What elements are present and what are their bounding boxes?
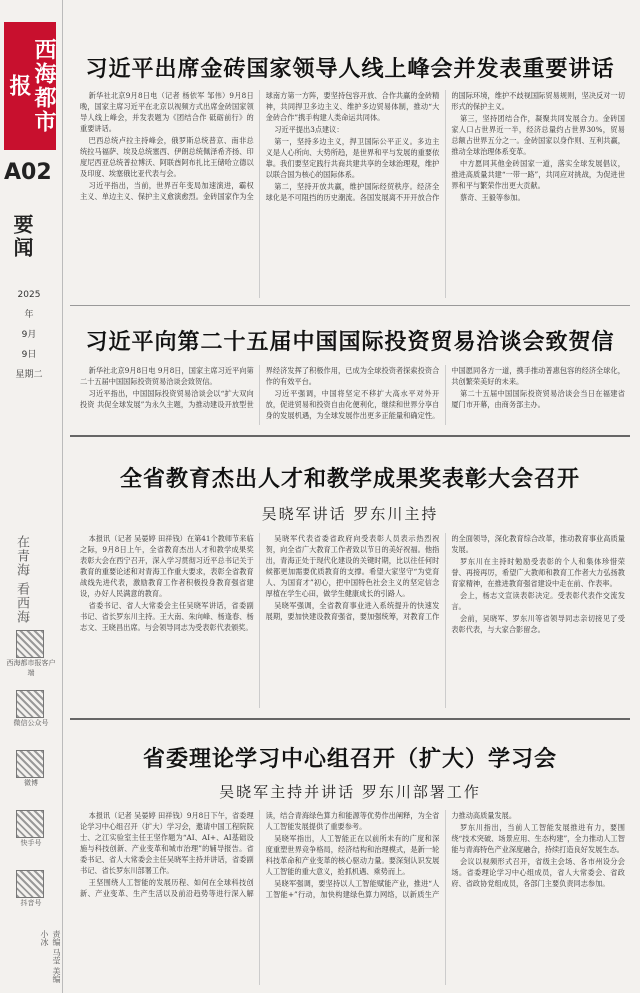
editors-credit	[38, 930, 62, 993]
page-main	[70, 0, 630, 993]
article-4-subheadline: 吴晓军主持并讲话 罗东川部署工作	[219, 783, 481, 801]
article-paragraph: 中方愿同其他金砖国家一道，落实全球发展倡议，推进高质量共建“一带一路”，共同应对挑战，为促进世界和平与繁荣作出更大贡献。	[451, 159, 625, 190]
qr-label-douyin: 抖音号	[20, 899, 42, 907]
article-paragraph: 习近平指出，当前，世界百年变局加速演进，霸权主义、单边主义、保护主义愈演愈烈。金砖国家作为全球南方第一方阵，要坚持包容开放、合作共赢的金砖精神，共同捍卫多边主义、维护多边贸易体制，推动“大金砖合作”携手构建人类命运共同体。	[80, 91, 440, 201]
qr-label-app: 西海都市报客户端	[6, 659, 56, 677]
issue-date	[14, 285, 44, 385]
section-name: 要闻	[10, 214, 34, 260]
article-paragraph: 蔡奇、王毅等参加。	[459, 193, 525, 202]
date-year: 2025年	[17, 290, 41, 320]
divider	[70, 718, 630, 720]
article-paragraph: 吴晓军代表省委省政府向受表彰人员表示热烈祝贺，向全省广大教育工作者致以节日的美好祝福。他指出，青海正处于现代化建设的关键时期，比以往任何时候都更加需要优质教育的支撑。希望大家坚守“为党育人、为国育才”初心，把中国特色社会主义的坚定信念厚植在学生心田，做学生健康成长的引路人。	[265, 534, 440, 598]
qr-code-icon	[16, 870, 44, 898]
article-4-headline: 省委理论学习中心组召开（扩大）学习会	[142, 746, 557, 772]
qr-code-icon	[16, 690, 44, 718]
date-day: 9日	[21, 350, 37, 360]
qr-code-icon	[16, 750, 44, 778]
article-1-headline: 习近平出席金砖国家领导人线上峰会并发表重要讲话	[85, 56, 615, 82]
article-paragraph: 吴晓军强调，要坚持以人工智能赋能产业，推进“人工智能+”行动，加快构建绿色算力网络，以新质生产力推动高质量发展。	[265, 811, 517, 899]
article-paragraph: 新华社北京9月8日电（记者 杨依军 邹伟）9月8日晚，国家主席习近平在北京以视频方式出席金砖国家领导人线上峰会，并发表题为《团结合作 砥砺前行》的重要讲话。	[80, 91, 254, 133]
article-paragraph: 罗东川在主持时勉励受表彰的个人和集体珍惜荣誉、再接再厉，希望广大教师和教育工作者大力弘扬教育家精神，在推进教育强省建设中走在前、作表率。	[451, 557, 625, 588]
article-paragraph: 王坚围绕人工智能的发展历程、如何在全球科技创新、产业变革、生产生活以及前沿趋势等进行深入解读，结合青海绿色算力和能源等优势作出阐释，为全省人工智能发展提供了重要参考。	[80, 811, 440, 898]
article-paragraph: 巴西总统卢拉主持峰会，俄罗斯总统普京、南非总统拉马福萨、埃及总统塞西、伊朗总统佩泽希齐扬、印度尼西亚总统普拉博沃、阿联酋阿布扎比王储哈立德以及印度、埃塞俄比亚代表与会。	[80, 136, 254, 178]
date-month: 9月	[21, 330, 37, 340]
article-1-body	[80, 90, 625, 298]
slogan	[10, 535, 32, 624]
article-paragraph: 会议以视频形式召开，省级主会场、各市州设分会场。省委理论学习中心组成员，省人大常委会、省政府、省政协党组成员，各部门主要负责同志参加。	[451, 857, 625, 888]
article-2-headline: 习近平向第二十五届中国国际投资贸易洽谈会致贺信	[85, 329, 615, 355]
qr-label-wechat: 微信公众号	[13, 719, 49, 727]
article-2-body	[80, 365, 625, 425]
designer-name: 美编 小冰	[40, 930, 61, 984]
article-paragraph: 第二，坚持开放共赢，维护国际经贸秩序。经济全球化是不可阻挡的历史潮流。各国发展离不开开放合作的国际环境，维护不歧视国际贸易规则，坚决反对一切形式的保护主义。	[265, 91, 625, 202]
article-paragraph: 习近平强调，中国将坚定不移扩大高水平对外开放，促进贸易和投资自由化便利化，继续和世界分享自身的发展机遇，为全球发展作出更多正能量和确定性。中国愿同各方一道，携手推动普惠包容的经济全球化，共创繁荣美好的未来。	[265, 366, 625, 420]
slogan-line-1: 在青海	[14, 535, 29, 577]
sidebar	[0, 0, 63, 993]
divider	[70, 305, 630, 306]
article-paragraph: 本报讯（记者 吴晏婷 田祥钱）在第41个教师节来临之际，9月8日上午，全省教育杰出人才和教学成果奖表彰大会在西宁召开，深入学习贯彻习近平总书记关于教育的重要论述和对青海工作重大要求，表彰全省教育战线先进代表，激励教育工作者积极投身教育强省建设，办好人民满意的教育。	[80, 534, 254, 598]
article-paragraph: 省委书记、省人大常委会主任吴晓军讲话，省委副书记、省长罗东川主持。王大南、朱向峰、杨逢春、杨志文、王晓昌出席。与会领导同志为受表彰代表颁奖。	[80, 601, 254, 632]
qr-code-icon	[16, 630, 44, 658]
article-3-subheadline: 吴晓军讲话 罗东川主持	[261, 505, 439, 523]
article-paragraph: 第一，坚持多边主义，捍卫国际公平正义。多边主义是人心所向、大势所趋，是世界和平与发展的重要依靠。我们要坚定践行共商共建共享的全球治理观，维护以联合国为核心的国际体系。	[265, 137, 440, 179]
article-paragraph: 第三，坚持团结合作，凝聚共同发展合力。金砖国家人口占世界近一半，经济总量约占世界30%，贸易总额占世界五分之一。金砖国家以身作则、互利共赢，推动全球治理体系变革。	[451, 114, 625, 156]
article-paragraph: 新华社北京9月8日电 9月8日，国家主席习近平向第二十五届中国国际投资贸易洽谈会致贺信。	[80, 366, 254, 386]
article-paragraph: 第二十五届中国国际投资贸易洽谈会当日在福建省厦门市开幕，由商务部主办。	[451, 389, 625, 409]
article-paragraph: 习近平提出3点建议：	[274, 125, 344, 134]
article-paragraph: 会前，吴晓军、罗东川等省领导同志亲切接见了受表彰代表，与大家合影留念。	[451, 614, 625, 634]
article-paragraph: 本报讯（记者 吴晏婷 田祥钱）9月8日下午，省委理论学习中心组召开（扩大）学习会，邀请中国工程院院士、之江实验室主任王坚作题为“AI、AI+、AI基础设施与科技创新、产业变革和城市治理”的辅导报告。省委书记、省人大常委会主任吴晓军主持并讲话，省委副书记、省长罗东川部署工作。	[80, 811, 254, 875]
article-3-body	[80, 533, 625, 708]
article-3-headline: 全省教育杰出人才和教学成果奖表彰大会召开	[119, 466, 580, 492]
qr-label-kuaishou: 快手号	[20, 839, 42, 847]
article-paragraph: 习近平指出，中国国际投资贸易洽谈会以“扩大双向投资 共促全球发展”为永久主题，为推动建设开放型世界经济发挥了积极作用，已成为全球投资者探索投资合作的有效平台。	[80, 366, 440, 409]
article-paragraph: 罗东川指出，当前人工智能发展推进有力，要围绕“技术突破、场景应用、生态构建”，全力推动人工智能与青海特色产业深度融合，持续打造良好发展生态。	[451, 823, 625, 854]
slogan-line-2: 看西海	[14, 582, 29, 625]
editor-name: 责编 马莹	[52, 930, 61, 965]
date-weekday: 星期二	[15, 370, 43, 380]
article-4-body	[80, 810, 625, 985]
page-code: A02	[4, 160, 52, 185]
masthead-logo: 西海都市报	[4, 22, 56, 150]
article-paragraph: 吴晓军强调，全省教育事业进入系统提升的快速发展期，要加快建设教育强省，要加强统筹，对教育工作的全面领导，深化教育综合改革，推动教育事业高质量发展。	[265, 534, 625, 621]
divider	[70, 435, 630, 437]
article-paragraph: 吴晓军指出，人工智能正在以前所未有的广度和深度重塑世界竞争格局，经济结构和治理模式，是新一轮科技革命和产业变革的核心驱动力量。要深刻认识发展人工智能的重大意义，抢抓机遇、乘势而上。	[265, 834, 440, 876]
qr-label-weibo: 微博	[24, 779, 38, 787]
article-paragraph: 会上，杨志文宣读表彰决定。受表彰代表作交流发言。	[451, 591, 625, 611]
qr-code-icon	[16, 810, 44, 838]
